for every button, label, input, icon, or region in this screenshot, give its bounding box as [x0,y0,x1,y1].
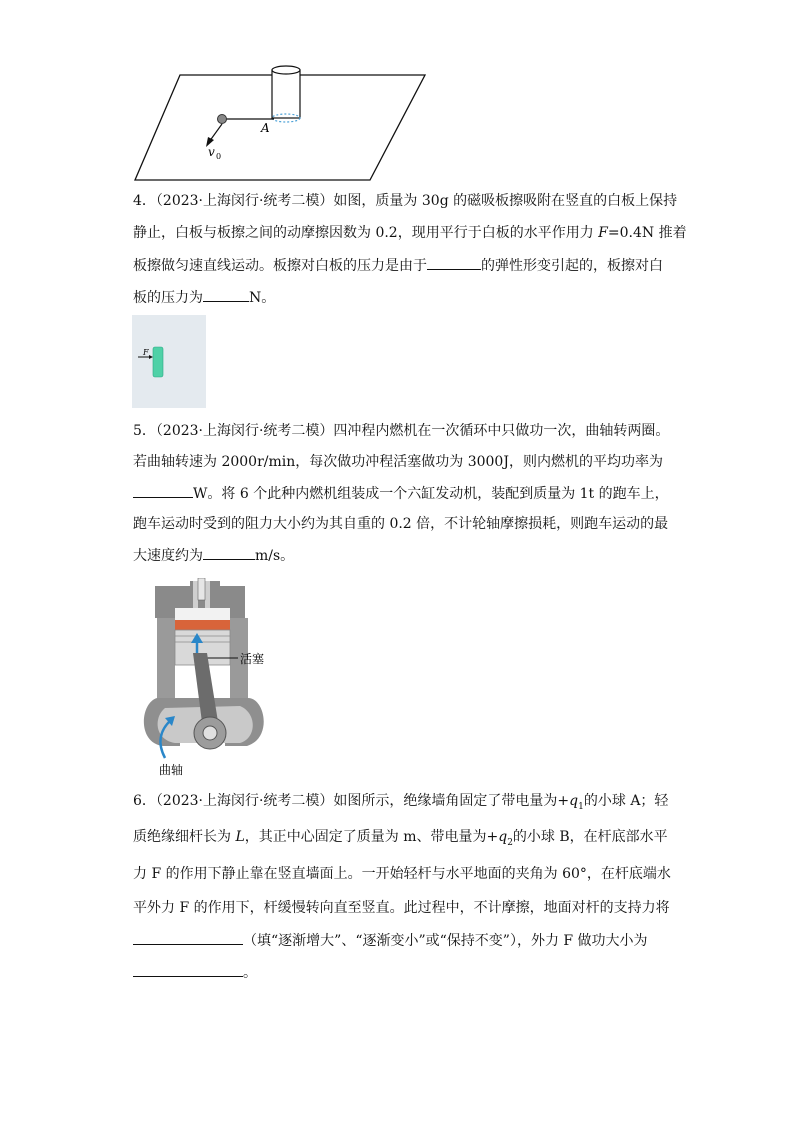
q4-line-4: 板的压力为 N。 [133,287,275,308]
q5-line-3: W。将 6 个此种内燃机组装成一个六缸发动机，装配到质量为 1t 的跑车上， [133,483,669,504]
label-A: A [261,121,270,135]
whiteboard [132,315,206,408]
answer-blank[interactable] [133,483,193,498]
figure-engine [135,578,285,778]
q5-line-1: 5．（2023·上海闵行·统考二模）四冲程内燃机在一次循环中只做功一次，曲轴转两圈。 [133,423,670,439]
q6-line-5: （填“逐渐增大”、“逐渐变小”或“保持不变”），外力 F 做功大小为 [133,930,648,951]
label-crank: 曲轴 [159,763,184,777]
q6-line-4: 平外力 F 的作用下，杆缓慢转向直至竖直。此过程中，不计摩擦，地面对杆的支持力将 [133,900,670,916]
crank-pin [203,726,217,740]
answer-blank[interactable] [427,255,481,270]
figure-eraser-whiteboard [132,315,206,408]
q5-line-5: 大速度约为 m/s。 [133,545,294,566]
figure-plane-cylinder [130,60,430,185]
cylinder [272,70,300,118]
q4-line-1: 4．（2023·上海闵行·统考二模）如图，质量为 30g 的磁吸板擦吸附在竖直的白板上保持 [133,193,678,209]
answer-blank[interactable] [133,930,243,945]
answer-blank[interactable] [133,962,243,977]
answer-blank[interactable] [203,545,255,560]
spark-plug [198,578,205,600]
q6-line-1: 6．（2023·上海闵行·统考二模）如图所示，绝缘墙角固定了带电量为$+q_1$的小球 A；轻 [133,793,669,812]
piston-crown [175,620,230,630]
q5-line-4: 跑车运动时受到的阻力大小约为其自重的 0.2 倍，不计轮轴摩擦损耗，则跑车运动的最 [133,516,669,532]
label-v-subscript: 0 [216,152,222,161]
q6-line-6: 。 [133,962,257,983]
label-piston: 活塞 [240,652,265,666]
q6-line-2: 质绝缘细杆长为 L，其正中心固定了质量为 m、带电量为$+q_2$的小球 B，在杆底部水平 [133,829,668,848]
q5-line-2: 若曲轴转速为 2000r/min，每次做功冲程活塞做功为 3000J，则内燃机的平均功率为 [133,454,663,470]
answer-blank[interactable] [203,287,249,302]
cylinder-top [272,66,300,74]
q4-line-2: 静止，白板与板擦之间的动摩擦因数为 0.2，现用平行于白板的水平作用力 F=0.4N 推着 [133,225,687,241]
label-v: v [208,145,215,159]
q6-line-3: 力 F 的作用下静止靠在竖直墙面上。一开始轻杆与水平地面的夹角为 60°，在杆底端水 [133,866,671,882]
q4-line-3: 板擦做匀速直线运动。板擦对白板的压力是由于 的弹性形变引起的，板擦对白 [133,255,663,276]
eraser [153,347,163,377]
ball [218,115,227,124]
label-F: F [143,348,149,357]
combustion-chamber [175,608,230,620]
